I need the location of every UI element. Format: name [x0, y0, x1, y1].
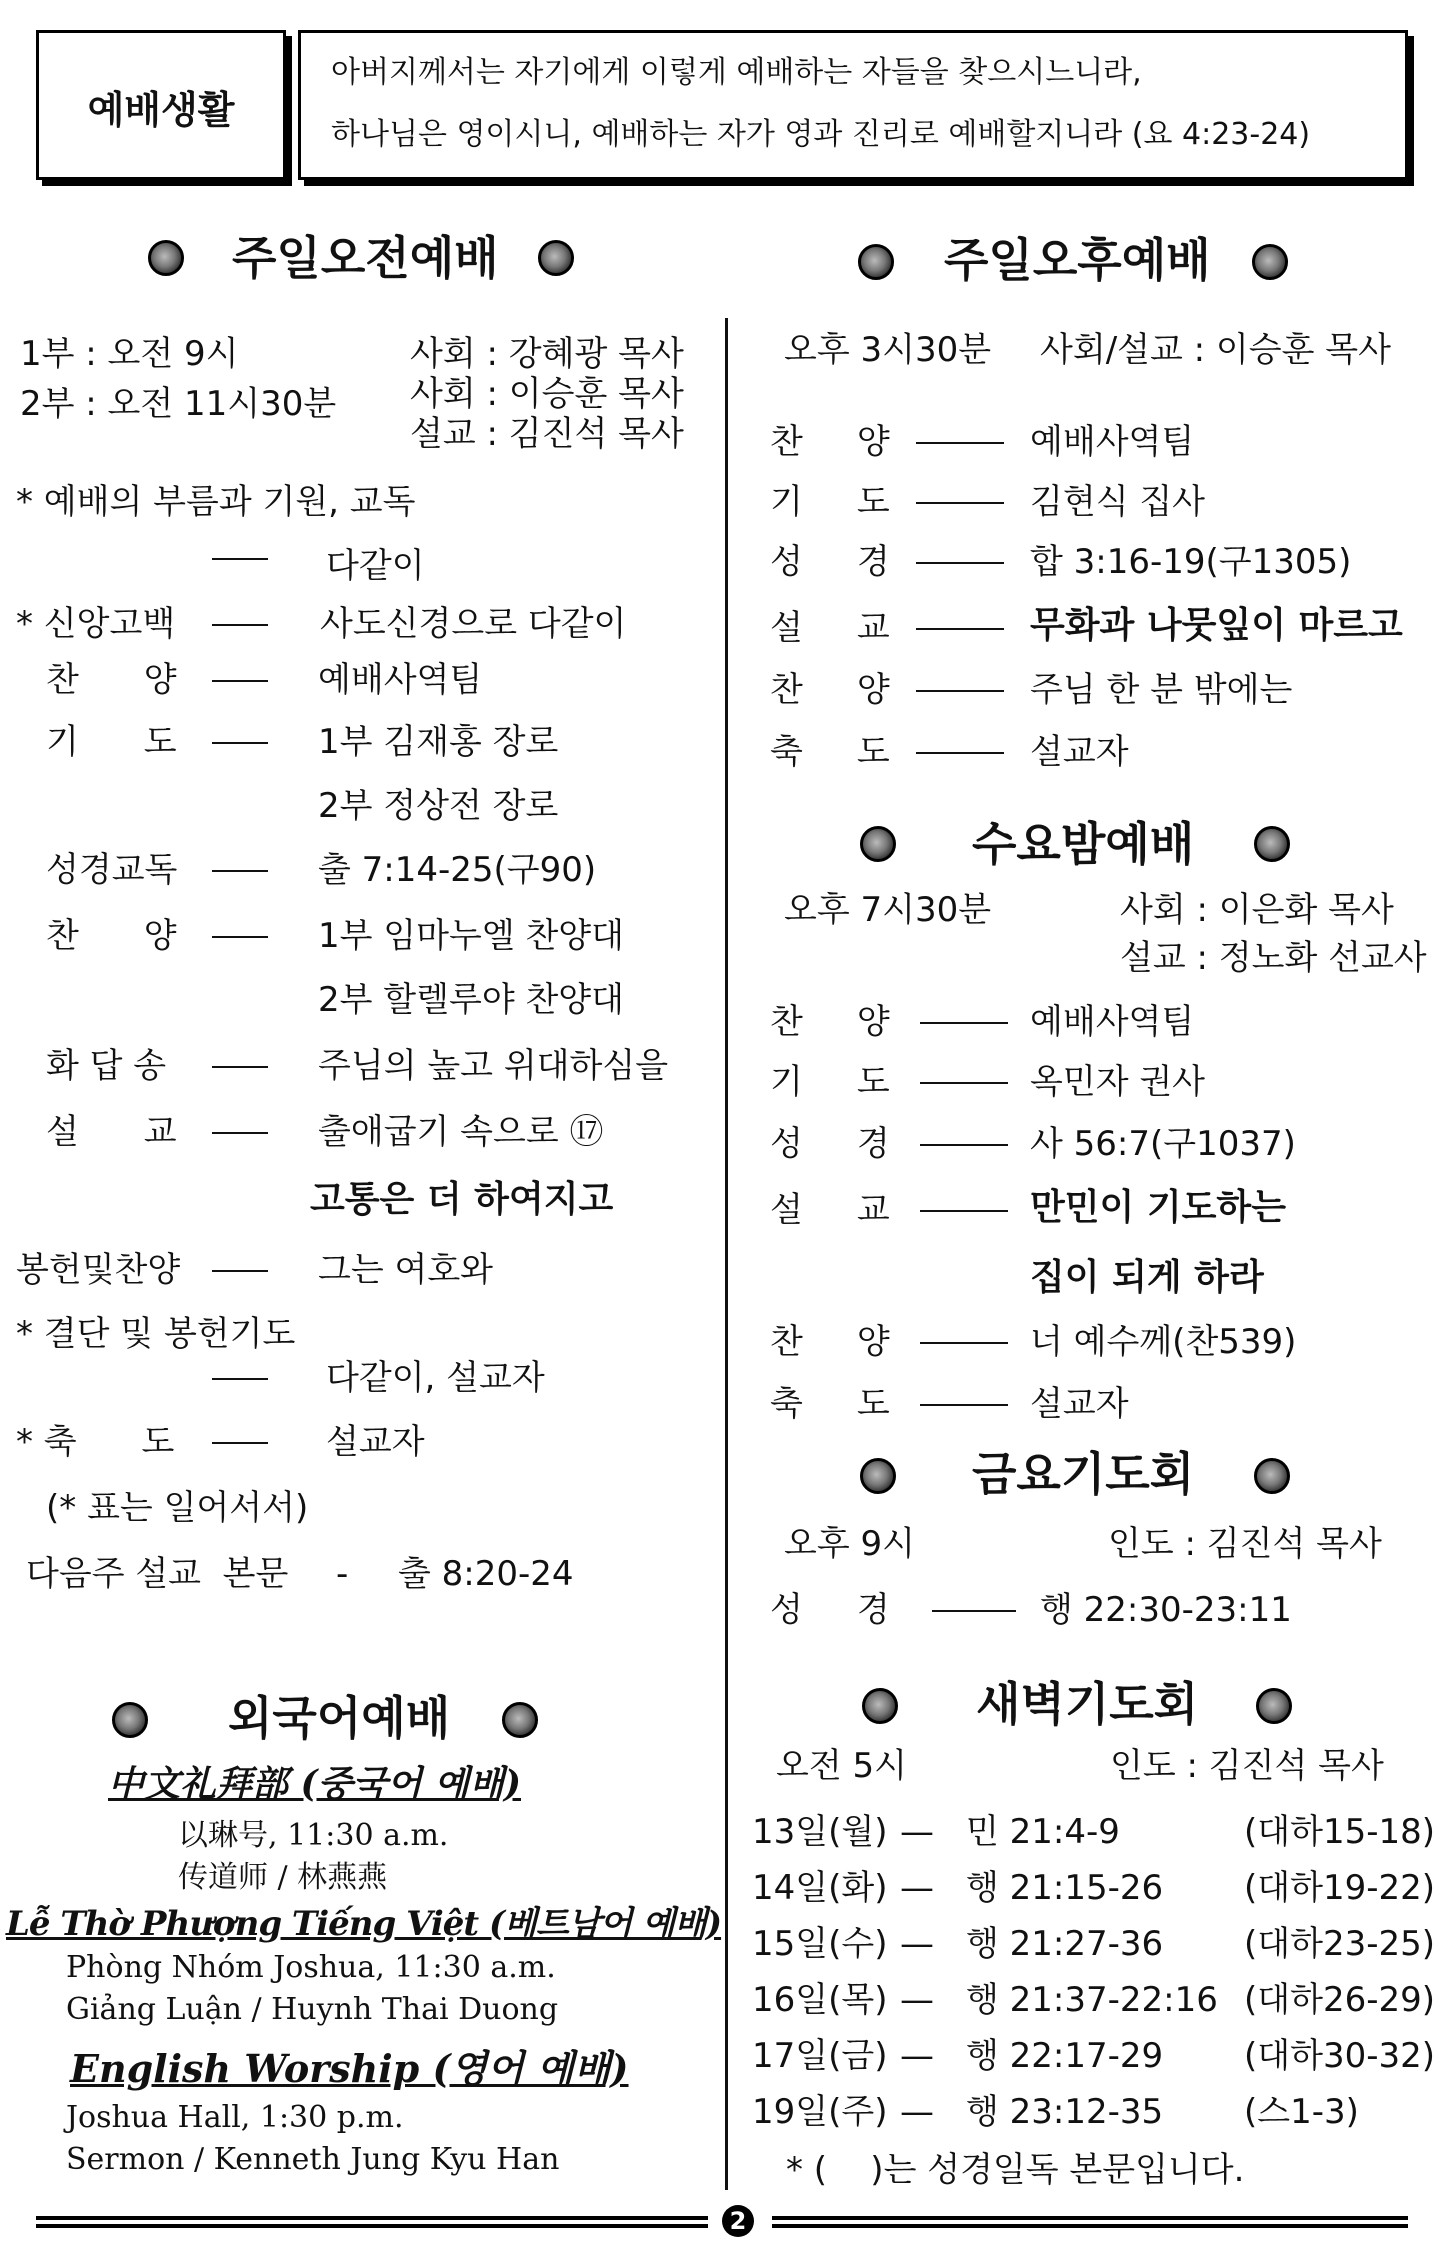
- order-value: 예배사역팀: [1030, 1002, 1195, 1042]
- order-value: 설교자: [1030, 1384, 1129, 1424]
- dash-line: [916, 502, 1004, 504]
- footer-rule: [772, 2224, 1408, 2228]
- wednesday-preacher: 설교 : 정노화 선교사: [1120, 938, 1427, 978]
- section-label-box: [36, 30, 286, 180]
- dawn-reading: (대하23-25): [1244, 1924, 1436, 1964]
- order-label: 찬 양: [770, 1322, 890, 1362]
- dash-line: [212, 1378, 268, 1380]
- order-value: 다같이: [326, 546, 425, 586]
- order-value: 김현식 집사: [1030, 482, 1206, 522]
- order-label: 성 경: [770, 542, 890, 582]
- reading-note: * ( )는 성경일독 본문입니다.: [786, 2150, 1245, 2190]
- dash-line: [212, 1066, 268, 1068]
- dawn-dash: —: [900, 1868, 934, 1908]
- dash-line: [916, 752, 1004, 754]
- verse-line-1: 아버지께서는 자기에게 이렇게 예배하는 자들을 찾으시느니라,: [331, 55, 1142, 90]
- order-value: 사도신경으로 다같이: [320, 604, 627, 644]
- order-label: 설 교: [770, 1190, 890, 1230]
- dawn-day: 16일(목): [752, 1980, 888, 2020]
- dash-line: [212, 624, 268, 626]
- chinese-title: 中文礼拜部 (중국어 예배): [108, 1763, 522, 1805]
- dawn-reading: (대하30-32): [1244, 2036, 1436, 2076]
- chinese-preacher: 传道师 / 林燕燕: [178, 1860, 388, 1895]
- bullet-icon: [1254, 1458, 1290, 1494]
- foreign-title: 외국어예배: [228, 1691, 451, 1745]
- dash-line: [920, 1404, 1008, 1406]
- afternoon-time: 오후 3시30분: [784, 330, 992, 370]
- english-title: English Worship (영어 예배): [70, 2046, 629, 2091]
- order-label: 성 경: [770, 1590, 890, 1630]
- dash-line: [212, 742, 268, 744]
- friday-time: 오후 9시: [784, 1524, 915, 1564]
- sermon-title: 고통은 더 하여지고: [310, 1179, 614, 1220]
- dawn-reading: (스1-3): [1244, 2092, 1359, 2132]
- dash-line: [916, 690, 1004, 692]
- wednesday-host: 사회 : 이은화 목사: [1120, 890, 1394, 930]
- order-value: 예배사역팀: [1030, 422, 1195, 462]
- vietnamese-preacher: Giảng Luận / Huynh Thai Duong: [66, 1992, 559, 2027]
- order-label: * 예배의 부름과 기원, 교독: [16, 482, 416, 522]
- order-label: 성 경: [770, 1124, 890, 1164]
- dash-line: [212, 936, 268, 938]
- dash-line: [916, 628, 1004, 630]
- friday-leader: 인도 : 김진석 목사: [1108, 1524, 1382, 1564]
- bullet-icon: [862, 1688, 898, 1724]
- vietnamese-title: Lễ Thờ Phượng Tiếng Việt (베트남어 예배): [6, 1904, 722, 1944]
- order-label: 설 교: [770, 608, 890, 648]
- dawn-dash: —: [900, 1812, 934, 1852]
- dash-line: [212, 1270, 268, 1272]
- bullet-icon: [1252, 244, 1288, 280]
- dawn-verse: 행 23:12-35: [966, 2092, 1164, 2132]
- service-2-time: 2부 : 오전 11시30분: [20, 384, 337, 424]
- footer-rule: [36, 2224, 708, 2228]
- order-value: 행 22:30-23:11: [1040, 1590, 1292, 1630]
- sermon-title: 만민이 기도하는: [1030, 1187, 1286, 1228]
- dawn-day: 13일(월): [752, 1812, 888, 1852]
- order-value: 설교자: [1030, 732, 1129, 772]
- dawn-day: 19일(주): [752, 2092, 888, 2132]
- bullet-icon: [860, 826, 896, 862]
- order-label: 축 도: [770, 732, 890, 772]
- dawn-verse: 민 21:4-9: [966, 1812, 1120, 1852]
- order-value: 그는 여호와: [318, 1250, 494, 1290]
- footer-rule: [36, 2216, 708, 2220]
- vietnamese-time: Phòng Nhóm Joshua, 11:30 a.m.: [66, 1950, 556, 1985]
- order-value-2: 2부 정상전 장로: [318, 786, 559, 826]
- order-label: * 결단 및 봉헌기도: [16, 1314, 296, 1354]
- order-value: 예배사역팀: [318, 660, 483, 700]
- dash-line: [212, 870, 268, 872]
- dash-line: [920, 1210, 1008, 1212]
- order-label: 화 답 송: [46, 1046, 167, 1086]
- dawn-verse: 행 21:37-22:16: [966, 1980, 1218, 2020]
- order-value: 합 3:16-19(구1305): [1030, 542, 1352, 582]
- order-label: * 축 도: [16, 1422, 175, 1462]
- dawn-verse: 행 22:17-29: [966, 2036, 1164, 2076]
- dawn-verse: 행 21:27-36: [966, 1924, 1164, 1964]
- order-value: 1부 김재홍 장로: [318, 722, 559, 762]
- host-2: 사회 : 이승훈 목사: [410, 374, 684, 414]
- next-week-text: 출 8:20-24: [398, 1554, 574, 1594]
- dawn-reading: (대하26-29): [1244, 1980, 1436, 2020]
- bullet-icon: [858, 244, 894, 280]
- dash-line: [920, 1144, 1008, 1146]
- dawn-title: 새벽기도회: [976, 1677, 1199, 1731]
- bullet-icon: [112, 1702, 148, 1738]
- wednesday-time: 오후 7시30분: [784, 890, 992, 930]
- dawn-dash: —: [900, 2036, 934, 2076]
- order-value: 너 예수께(찬539): [1030, 1322, 1297, 1362]
- dawn-dash: —: [900, 2092, 934, 2132]
- dawn-day: 17일(금): [752, 2036, 888, 2076]
- english-preacher: Sermon / Kenneth Jung Kyu Han: [66, 2142, 560, 2177]
- order-label: * 신앙고백: [16, 604, 176, 644]
- dawn-dash: —: [900, 1924, 934, 1964]
- order-value: 설교자: [326, 1422, 425, 1462]
- dawn-dash: —: [900, 1980, 934, 2020]
- host-1: 사회 : 강혜광 목사: [410, 334, 684, 374]
- order-value: 주님 한 분 밖에는: [1030, 670, 1293, 710]
- chinese-time: 以琳号, 11:30 a.m.: [178, 1818, 449, 1853]
- order-value: 1부 임마누엘 찬양대: [318, 916, 624, 956]
- next-week-sep: -: [336, 1554, 349, 1594]
- bullet-icon: [538, 240, 574, 276]
- verse-box: [298, 30, 1408, 180]
- order-label: 성경교독: [46, 850, 178, 890]
- order-label: 찬 양: [770, 1002, 890, 1042]
- wednesday-title: 수요밤예배: [972, 817, 1195, 871]
- dawn-leader: 인도 : 김진석 목사: [1110, 1746, 1384, 1786]
- order-label: 찬 양: [770, 670, 890, 710]
- order-value: 다같이, 설교자: [326, 1358, 545, 1398]
- order-label: 찬 양: [46, 660, 177, 700]
- sermon-title-2: 집이 되게 하라: [1030, 1257, 1264, 1298]
- dash-line: [920, 1342, 1008, 1344]
- service-1-time: 1부 : 오전 9시: [20, 334, 239, 374]
- dash-line: [212, 558, 268, 560]
- dawn-verse: 행 21:15-26: [966, 1868, 1164, 1908]
- next-week-label: 다음주 설교 본문: [26, 1554, 289, 1594]
- bullet-icon: [1256, 1688, 1292, 1724]
- dawn-day: 15일(수): [752, 1924, 888, 1964]
- section-label: 예배생활: [87, 88, 235, 132]
- dash-line: [916, 442, 1004, 444]
- bullet-icon: [1254, 826, 1290, 862]
- order-value: 주님의 높고 위대하심을: [318, 1046, 669, 1086]
- verse-line-2: 하나님은 영이시니, 예배하는 자가 영과 진리로 예배할지니라 (요 4:23-24): [331, 117, 1311, 152]
- order-value: 옥민자 권사: [1030, 1062, 1206, 1102]
- dash-line: [212, 1132, 268, 1134]
- order-value: 출애굽기 속으로 ⑰: [318, 1112, 604, 1152]
- order-label: 봉헌및찬양: [16, 1250, 181, 1290]
- afternoon-title: 주일오후예배: [944, 233, 1211, 287]
- order-label: 기 도: [770, 482, 890, 522]
- dawn-reading: (대하15-18): [1244, 1812, 1436, 1852]
- order-value-2: 2부 할렐루야 찬양대: [318, 980, 624, 1020]
- dash-line: [932, 1610, 1016, 1612]
- bullet-icon: [502, 1702, 538, 1738]
- dawn-day: 14일(화): [752, 1868, 888, 1908]
- bullet-icon: [148, 240, 184, 276]
- order-value: 사 56:7(구1037): [1030, 1124, 1296, 1164]
- order-label: 기 도: [770, 1062, 890, 1102]
- page-number: 2: [722, 2205, 754, 2237]
- dash-line: [920, 1022, 1008, 1024]
- english-time: Joshua Hall, 1:30 p.m.: [66, 2100, 404, 2135]
- sermon-title: 무화과 나뭇잎이 마르고: [1030, 605, 1403, 646]
- dash-line: [916, 562, 1004, 564]
- order-label: 찬 양: [770, 422, 890, 462]
- afternoon-host: 사회/설교 : 이승훈 목사: [1040, 330, 1391, 370]
- preacher: 설교 : 김진석 목사: [410, 414, 684, 454]
- bullet-icon: [860, 1458, 896, 1494]
- order-label: 찬 양: [46, 916, 177, 956]
- dawn-reading: (대하19-22): [1244, 1868, 1436, 1908]
- morning-title: 주일오전예배: [232, 231, 499, 285]
- dash-line: [212, 1442, 268, 1444]
- order-label: 기 도: [46, 722, 177, 762]
- order-value: 출 7:14-25(구90): [318, 850, 597, 890]
- dash-line: [212, 680, 268, 682]
- friday-title: 금요기도회: [972, 1447, 1195, 1501]
- order-label: 축 도: [770, 1384, 890, 1424]
- dash-line: [920, 1082, 1008, 1084]
- footer-rule: [772, 2216, 1408, 2220]
- order-label: 설 교: [46, 1112, 177, 1152]
- column-divider: [725, 318, 728, 2190]
- dawn-time: 오전 5시: [776, 1746, 907, 1786]
- standing-note: (* 표는 일어서서): [46, 1488, 309, 1528]
